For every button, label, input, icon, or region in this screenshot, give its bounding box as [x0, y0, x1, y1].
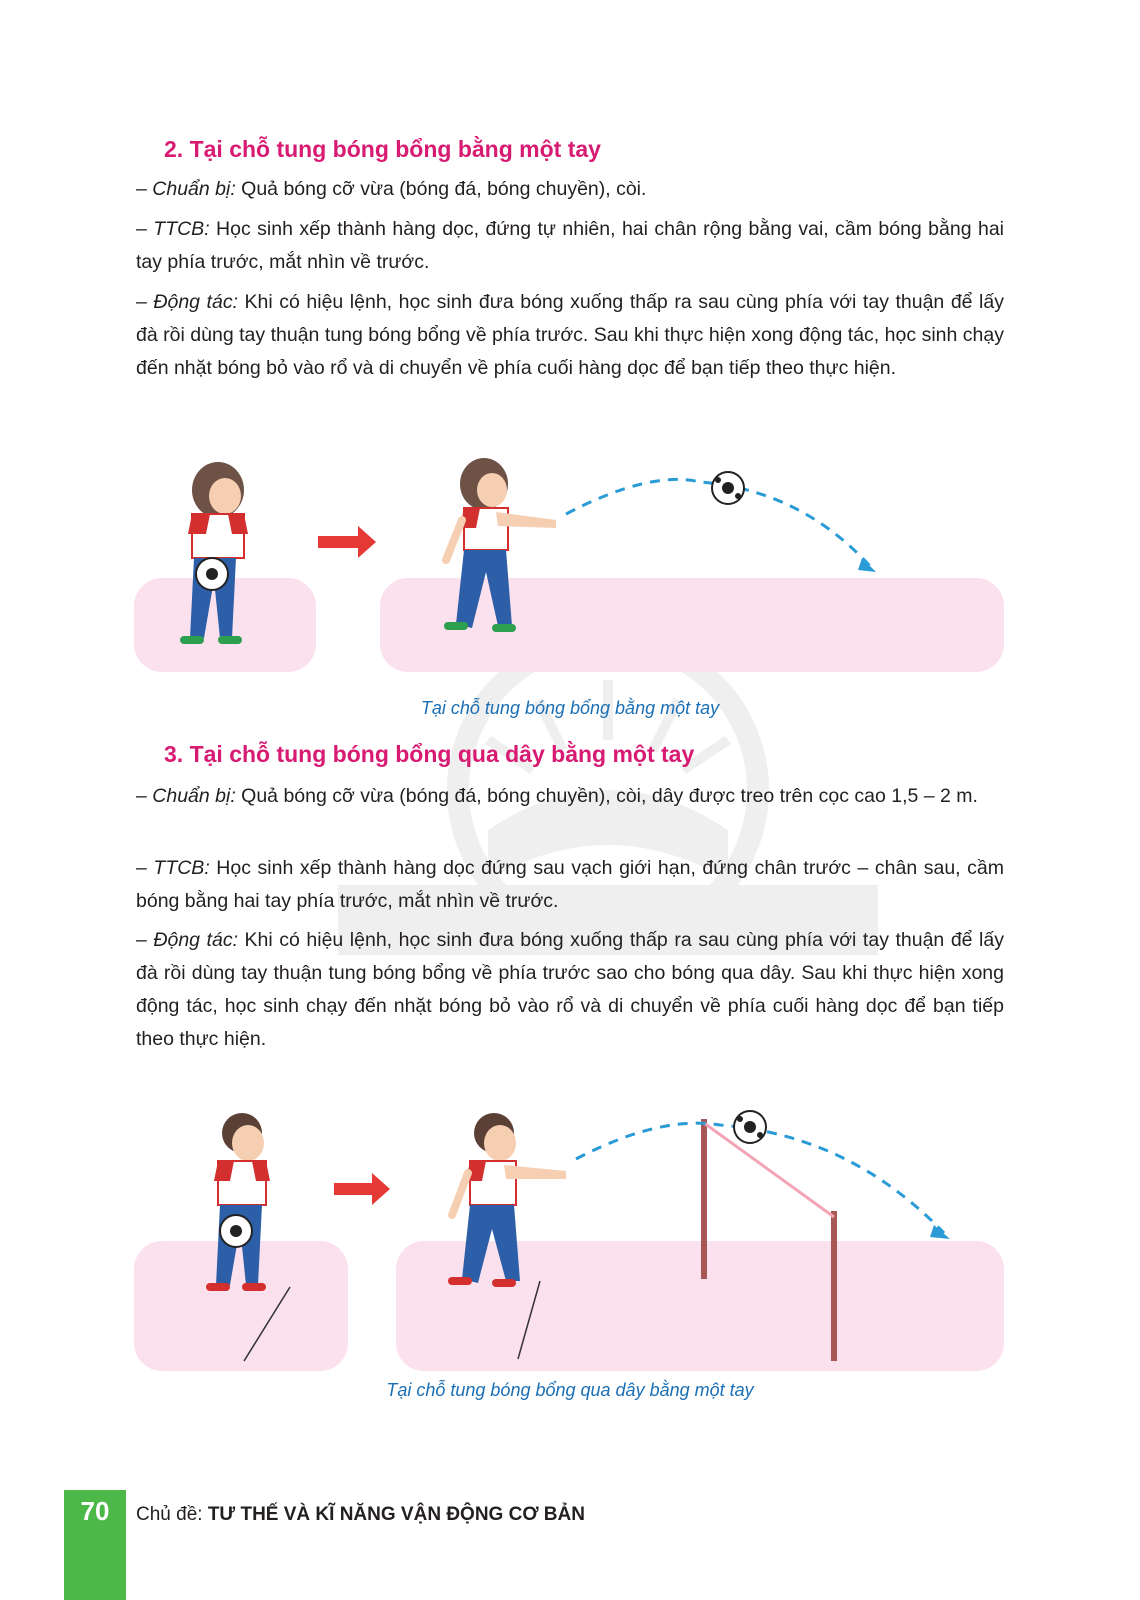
- arrow-right-icon: [318, 526, 376, 558]
- section-3-ttcb: – TTCB: Học sinh xếp thành hàng dọc đứng sau vạch giới hạn, đứng chân trước – chân sau, cầm bóng bằng hai tay phía trước, mắt nhìn về trước.: [136, 857, 1004, 912]
- mat-right: [396, 1241, 1004, 1371]
- section-3-action: – Động tác: Khi có hiệu lệnh, học sinh đưa bóng xuống thấp ra sau cùng phía với tay thuận để lấy đà rồi dùng tay thuận tung bóng bổng về phía trước sao cho bóng qua dây. Sau khi thực hiện xong động tác, học sinh chạy đến nhặt bóng bỏ vào rổ và di chuyển về phía cuối hàng dọc để bạn tiếp theo thực hiện.: [136, 929, 1004, 1050]
- section-3-prep: – Chuẩn bị: Quả bóng cỡ vừa (bóng đá, bóng chuyền), còi, dây được treo trên cọc cao 1,5 – 2 m.: [136, 785, 978, 807]
- soccer-ball-icon: [734, 1111, 766, 1143]
- section-2-title: 2. Tại chỗ tung bóng bổng bằng một tay: [164, 136, 601, 162]
- section-2-prep: – Chuẩn bị: Quả bóng cỡ vừa (bóng đá, bóng chuyền), còi.: [136, 178, 647, 200]
- trajectory-arrowhead-icon: [858, 558, 876, 572]
- section-2-ttcb: – TTCB: Học sinh xếp thành hàng dọc, đứng tự nhiên, hai chân rộng bằng vai, cầm bóng bằng hai tay phía trước, mắt nhìn về trước.: [136, 218, 1004, 273]
- section-3-title: 3. Tại chỗ tung bóng bổng qua dây bằng một tay: [164, 741, 695, 767]
- soccer-ball-icon: [712, 472, 744, 504]
- figure-toss-over-rope: [0, 1105, 1140, 1375]
- arrow-right-icon: [334, 1173, 390, 1205]
- figure-2-caption: Tại chỗ tung bóng bổng qua dây bằng một tay: [386, 1380, 754, 1400]
- mat-left: [134, 1241, 348, 1371]
- figure-1-caption: Tại chỗ tung bóng bổng bằng một tay: [420, 698, 720, 718]
- section-2-action: – Động tác: Khi có hiệu lệnh, học sinh đưa bóng xuống thấp ra sau cùng phía với tay thuận để lấy đà rồi dùng tay thuận tung bóng bổng về phía trước. Sau khi thực hiện xong động tác, học sinh chạy đến nhặt bóng bỏ vào rổ và di chuyển về phía cuối hàng dọc để bạn tiếp theo thực hiện.: [136, 291, 1004, 379]
- page-number: 70: [80, 1496, 110, 1526]
- figure-toss-one-hand: [0, 450, 1140, 680]
- footer-topic: Chủ đề: TƯ THẾ VÀ KĨ NĂNG VẬN ĐỘNG CƠ BẢN: [136, 1504, 585, 1525]
